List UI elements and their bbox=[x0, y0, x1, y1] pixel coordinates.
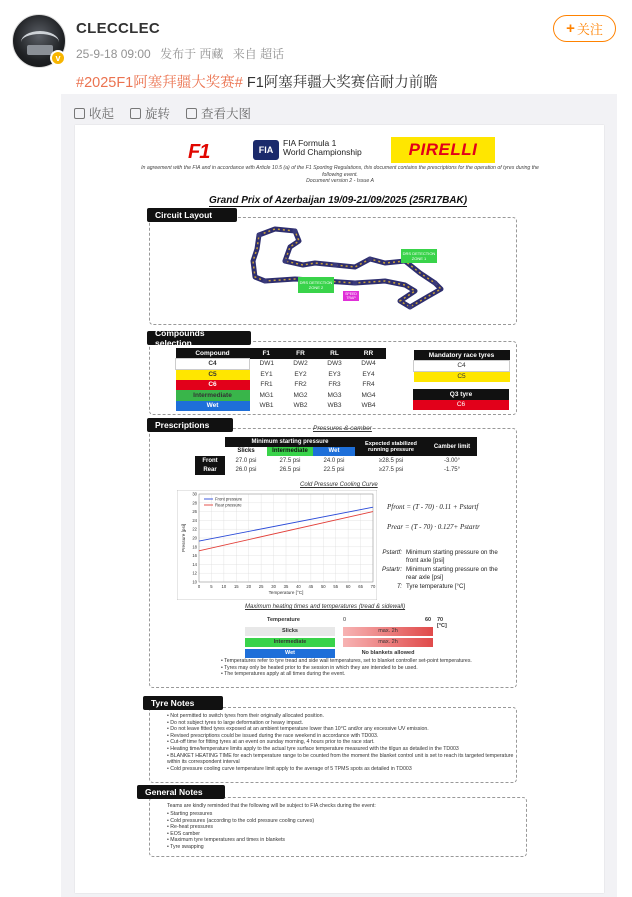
x-tick-label: 30 bbox=[271, 584, 276, 589]
y-tick-label: 10 bbox=[192, 579, 197, 585]
avatar-car-shape bbox=[27, 45, 53, 55]
post-via[interactable]: 来自 超话 bbox=[232, 47, 285, 61]
x-tick-label: 20 bbox=[246, 584, 252, 589]
pressure-row-rear: Rear 26.0 psi 26.5 psi 22.5 psi ≥27.5 psi -1.75° bbox=[195, 466, 477, 476]
follow-button[interactable] bbox=[553, 15, 616, 42]
verified-badge-icon: v bbox=[50, 50, 66, 66]
y-tick-label: 24 bbox=[192, 517, 197, 523]
heating-row-slicks-label: Slicks bbox=[245, 627, 335, 636]
collapse-icon bbox=[74, 108, 85, 119]
y-tick-label: 20 bbox=[192, 535, 197, 541]
compound-row-c5: C5 EY1 EY2 EY3 EY4 bbox=[176, 369, 386, 380]
y-tick-label: 26 bbox=[192, 509, 197, 515]
chart-title: Cold Pressure Cooling Curve bbox=[300, 482, 378, 488]
f1-logo: F1 bbox=[188, 141, 210, 163]
compound-row-wet: Wet WB1 WB2 WB3 WB4 bbox=[176, 401, 386, 412]
y-tick-label: 18 bbox=[192, 544, 197, 550]
x-tick-label: 55 bbox=[333, 584, 339, 589]
rotate-label: 旋转 bbox=[145, 107, 171, 121]
y-tick-label: 12 bbox=[192, 570, 197, 576]
x-tick-label: 35 bbox=[283, 584, 289, 589]
x-tick-label: 15 bbox=[233, 584, 239, 589]
heating-row-intermediate-value: max. 2h bbox=[343, 638, 433, 647]
post-text bbox=[76, 71, 438, 92]
x-tick-label: 70 bbox=[370, 584, 376, 589]
formula-rear: Prear = (T - 70) · 0.127+ Pstartr bbox=[387, 523, 480, 531]
tyre-notes-section-title: Tyre Notes bbox=[143, 696, 223, 710]
y-tick-label: 22 bbox=[192, 526, 197, 532]
x-tick-label: 10 bbox=[221, 584, 227, 589]
pressures-camber-subtitle: Pressures & camber bbox=[313, 425, 372, 432]
document-intro: In agreement with the FIA and in accordance with Article 10.5 (a) of the F1 Sporting Regulations, this document contains the prescriptions for the operation of tyres during the following event. Document version 2 - Issue A bbox=[141, 165, 539, 185]
hashtag-link[interactable]: #2025F1阿塞拜疆大奖赛# bbox=[76, 75, 243, 91]
grand-prix-title: Grand Prix of Azerbaijan 19/09-21/09/2025 (25R17BAK) bbox=[209, 195, 468, 206]
x-tick-label: 25 bbox=[258, 584, 264, 589]
fia-logo: FIA bbox=[253, 140, 279, 160]
plus-icon: + bbox=[566, 20, 575, 37]
pressure-row-front: Front 27.0 psi 27.5 psi 24.0 psi ≥28.5 psi -3.00° bbox=[195, 456, 477, 466]
mandatory-tyres-table: Mandatory race tyres C4 C5 bbox=[413, 350, 510, 382]
formula-front: Pfront = (T - 70) · 0.11 + Pstartf bbox=[387, 503, 479, 511]
drs-detection-zone-1: DRS DETECTION ZONE 1 bbox=[402, 251, 436, 261]
compounds-section-title: Compounds selection bbox=[147, 331, 251, 345]
x-tick-label: 40 bbox=[296, 584, 301, 589]
post-location: 发布于 西藏 bbox=[160, 47, 224, 61]
x-axis-label: Temperature [°C] bbox=[268, 590, 304, 595]
x-tick-label: 45 bbox=[308, 584, 314, 589]
collapse-button[interactable] bbox=[74, 104, 114, 122]
image-toolbar bbox=[74, 104, 251, 122]
speed-trap-label: SPEED TRAP bbox=[343, 291, 359, 301]
pressure-table: Minimum starting pressure Expected stabilized running pressure Camber limit Slicks Intermediate Wet Front 27.0 psi 27.5 psi 24.0 psi ≥28.5 psi -3.00° Rear 26.0 psi 26.5 psi 22.5 psi ≥27.5 psi -1.75° bbox=[195, 437, 477, 475]
view-large-button[interactable] bbox=[186, 104, 251, 122]
y-tick-label: 28 bbox=[192, 500, 197, 506]
compound-row-c6: C6 FR1 FR2 FR3 FR4 bbox=[176, 380, 386, 391]
heating-row-slicks-value: max. 2h bbox=[343, 627, 433, 636]
view-large-icon bbox=[186, 108, 197, 119]
heating-row-intermediate-label: Intermediate bbox=[245, 638, 335, 647]
pirelli-logo: PIRELLI bbox=[391, 137, 495, 163]
q3-tyre-table: Q3 tyre C6 bbox=[413, 389, 509, 410]
x-tick-label: 0 bbox=[197, 584, 201, 589]
circuit-section-title: Circuit Layout bbox=[147, 208, 237, 222]
y-tick-label: 14 bbox=[192, 561, 197, 567]
compound-row-intermediate: Intermediate MG1 MG2 MG3 MG4 bbox=[176, 390, 386, 401]
compound-row-c4: C4 DW1 DW2 DW3 DW4 bbox=[176, 359, 386, 370]
y-tick-label: 30 bbox=[192, 491, 197, 497]
x-tick-label: 65 bbox=[358, 584, 363, 589]
legend-label: Front pressure bbox=[215, 496, 243, 502]
compounds-table-header: Compound F1 FR RL RR bbox=[176, 348, 386, 359]
prescription-notes: • Temperatures refer to tyre tread and side wall temperatures, set to blanket controller set-point temperatures. • Tyres may only be heated prior to the session in which they are intended to be used. • The temperatures apply at all times during the event. bbox=[221, 658, 501, 678]
heating-row-wet-value: No blankets allowed bbox=[361, 650, 415, 656]
prescriptions-section-title: Prescriptions bbox=[147, 418, 233, 432]
x-tick-label: 60 bbox=[345, 584, 351, 589]
x-tick-label: 50 bbox=[320, 584, 326, 589]
circuit-map bbox=[235, 221, 455, 321]
formula-legend: Pstartf: Minimum starting pressure on the front axle [psi] Pstartr: Minimum starting pressure on the rear axle [psi] T: Tyre temperature [°C] bbox=[382, 549, 498, 590]
post-time[interactable]: 25-9-18 09:00 bbox=[76, 47, 151, 61]
pirelli-document-image[interactable] bbox=[75, 125, 604, 893]
collapse-label: 收起 bbox=[89, 107, 115, 121]
follow-label: 关注 bbox=[576, 22, 603, 37]
drs-detection-zone-2: DRS DETECTION ZONE 2 bbox=[298, 277, 334, 293]
general-notes-list: • Starting pressures • Cold pressures (according to the cold pressure cooling curves) • Re-heat pressures • EOS camber • Maximum tyre temperatures and times in blankets • Tyre swapping bbox=[167, 811, 467, 851]
legend-label: Rear pressure bbox=[215, 502, 242, 508]
y-tick-label: 16 bbox=[192, 553, 197, 559]
y-axis-label: Pressure [psi] bbox=[181, 523, 186, 553]
post-meta bbox=[76, 45, 290, 62]
x-tick-label: 5 bbox=[210, 584, 213, 589]
post-body: F1阿塞拜疆大奖赛倍耐力前瞻 bbox=[242, 75, 438, 91]
heating-row-wet-label: Wet bbox=[245, 649, 335, 658]
general-notes-section-title: General Notes bbox=[137, 785, 225, 799]
rotate-button[interactable] bbox=[130, 104, 170, 122]
view-large-label: 查看大图 bbox=[201, 107, 252, 121]
general-notes-intro: Teams are kindly reminded that the following will be subject to FIA checks during the event: bbox=[167, 803, 376, 809]
user-name[interactable]: CLECCLEC bbox=[76, 20, 161, 37]
heating-table: Temperature 0 60 70 [°C] Slicks max. 2h Intermediate max. 2h Wet No blankets allowed bbox=[245, 617, 445, 669]
heating-title: Maximum heating times and temperatures (tread & sidewall) bbox=[245, 604, 406, 610]
tyre-notes-list: • Not permitted to switch tyres from their originally allocated position. • Do not subject tyres to large deformation or heavy impact. • Do not leave fitted tyres exposed at an ambient temperature lower than 10°C and/or any excessive UV emission. • Revised prescriptions could be issued during the race weekend in accordance with TD003. • Cut-off time for fitting tyres at an event on sunday morning, 4 hours prior to the race start. • Heating time/temperature limits apply to the actual tyre surface temperature measured with the tilgun as detailed in the TD003 • BLANKET HEATING TIME for each temperature range to be counted from the moment the blanket control unit is set to reach its targeted temperature within its correspondent interval • Cold pressure cooling curve temperature limit apply to the average of 5 TPMS spots as detailed in TD003 bbox=[167, 713, 517, 772]
rotate-icon bbox=[130, 108, 141, 119]
world-championship-label: FIA Formula 1 World Championship bbox=[283, 138, 362, 157]
compounds-table bbox=[175, 348, 386, 411]
cold-pressure-chart bbox=[177, 490, 377, 600]
